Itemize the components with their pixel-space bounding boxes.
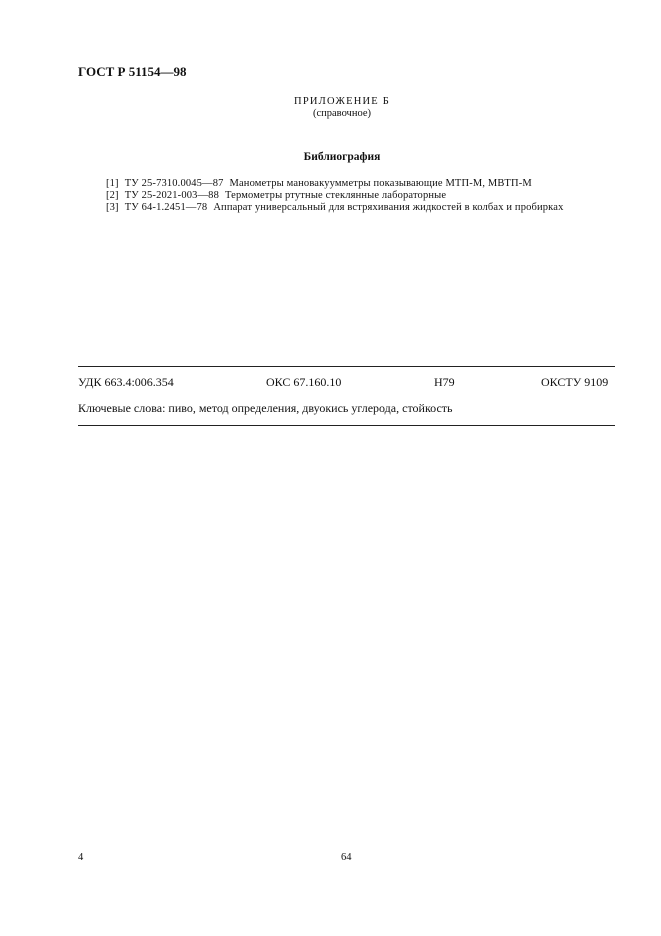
page-number-left: 4 xyxy=(78,852,84,863)
bibliography-item-1 xyxy=(106,178,532,189)
reference-number: [1] xyxy=(106,178,119,189)
page-number-center: 64 xyxy=(341,852,352,863)
document-code: ГОСТ Р 51154—98 xyxy=(78,64,187,79)
top-divider xyxy=(78,366,615,367)
reference-code: ТУ 25-2021-003—88 xyxy=(124,190,219,201)
appendix-title: ПРИЛОЖЕНИЕ Б xyxy=(294,96,390,107)
oks-code: ОКС 67.160.10 xyxy=(266,375,342,389)
bibliography-heading: Библиография xyxy=(303,151,381,163)
bibliography-item-2 xyxy=(106,190,446,201)
group-code: Н79 xyxy=(434,375,455,389)
appendix-subtitle: (справочное) xyxy=(313,108,371,119)
reference-text: Манометры мановакуумметры показывающие МТП-М, МВТП-М xyxy=(229,178,532,189)
reference-text: Термометры ртутные стеклянные лабораторные xyxy=(224,190,447,201)
udk-code: УДК 663.4:006.354 xyxy=(78,375,174,389)
reference-code: ТУ 25-7310.0045—87 xyxy=(124,178,224,189)
bibliography-item-3 xyxy=(106,202,563,213)
keywords-line: Ключевые слова: пиво, метод определения, двуокись углерода, стойкость xyxy=(78,401,453,415)
okstu-code: ОКСТУ 9109 xyxy=(541,375,609,389)
reference-code: ТУ 64-1.2451—78 xyxy=(124,202,208,213)
reference-number: [2] xyxy=(106,190,119,201)
reference-number: [3] xyxy=(106,202,119,213)
bottom-divider xyxy=(78,425,615,426)
reference-text: Аппарат универсальный для встряхивания жидкостей в колбах и пробирках xyxy=(213,202,564,213)
